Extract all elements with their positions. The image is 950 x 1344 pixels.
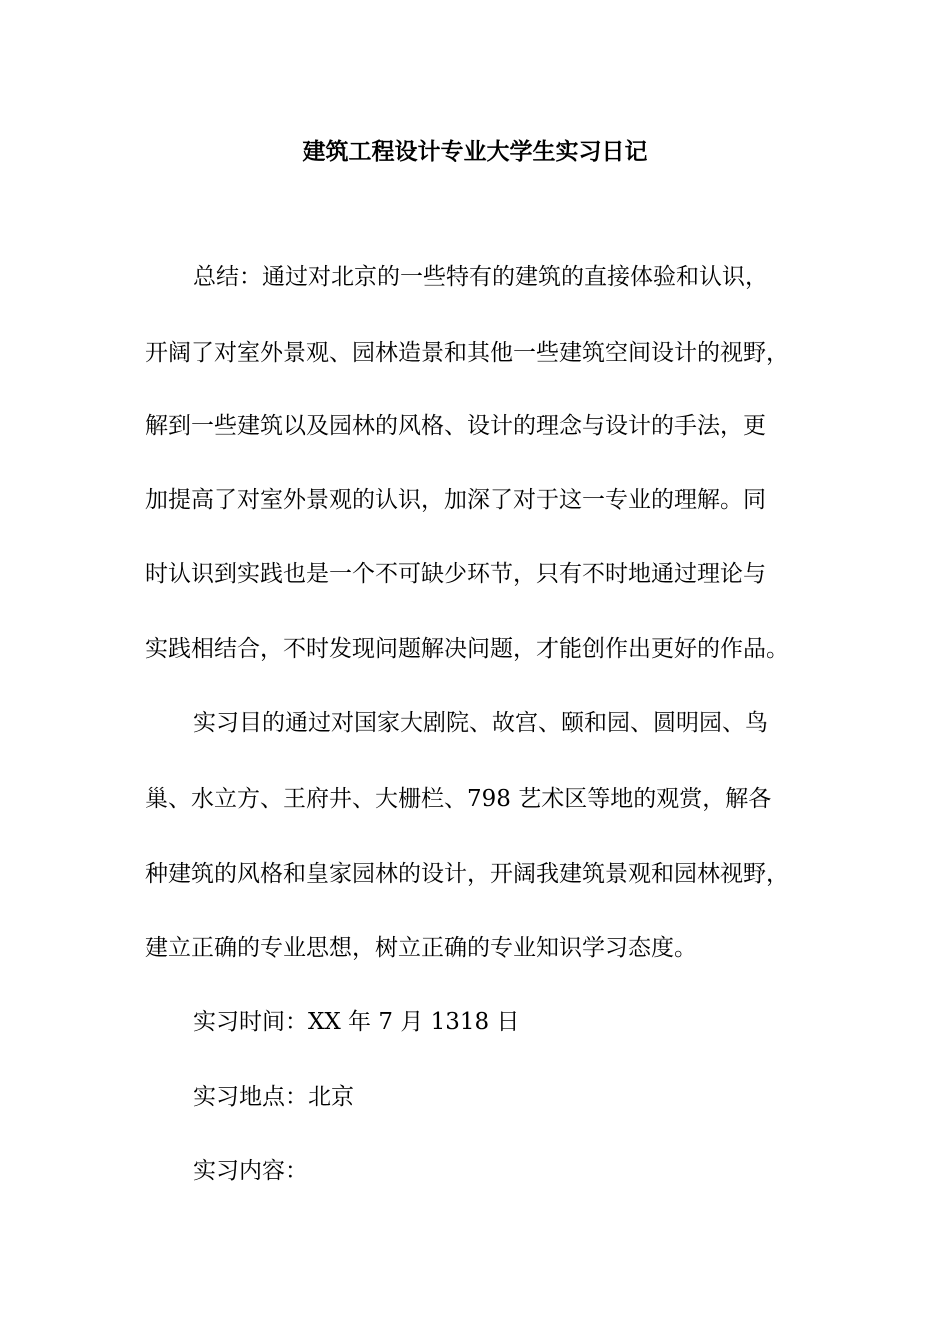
paragraph-line: 解到一些建筑以及园林的风格、设计的理念与设计的手法，更 — [145, 413, 766, 439]
info-line-content: 实习内容： — [193, 1158, 308, 1184]
paragraph-line: 开阔了对室外景观、园林造景和其他一些建筑空间设计的视野， — [145, 340, 789, 366]
document-title: 建筑工程设计专业大学生实习日记 — [302, 139, 648, 165]
paragraph-line: 实习目的通过对国家大剧院、故宫、颐和园、圆明园、鸟 — [193, 710, 768, 736]
paragraph-line: 总结：通过对北京的一些特有的建筑的直接体验和认识， — [193, 264, 768, 290]
paragraph-line: 时认识到实践也是一个不可缺少环节，只有不时地通过理论与 — [145, 561, 766, 587]
paragraph-line: 巢、水立方、王府井、大栅栏、798 艺术区等地的观赏，解各 — [145, 786, 772, 812]
paragraph-line: 加提高了对室外景观的认识，加深了对于这一专业的理解。同 — [145, 487, 766, 513]
paragraph-line: 建立正确的专业思想，树立正确的专业知识学习态度。 — [145, 935, 697, 961]
paragraph-line: 实践相结合，不时发现问题解决问题，才能创作出更好的作品。 — [145, 636, 789, 662]
info-line-location: 实习地点：北京 — [193, 1084, 354, 1110]
info-line-time: 实习时间：XX 年 7 月 1318 日 — [193, 1009, 520, 1035]
paragraph-line: 种建筑的风格和皇家园林的设计，开阔我建筑景观和园林视野， — [145, 861, 789, 887]
